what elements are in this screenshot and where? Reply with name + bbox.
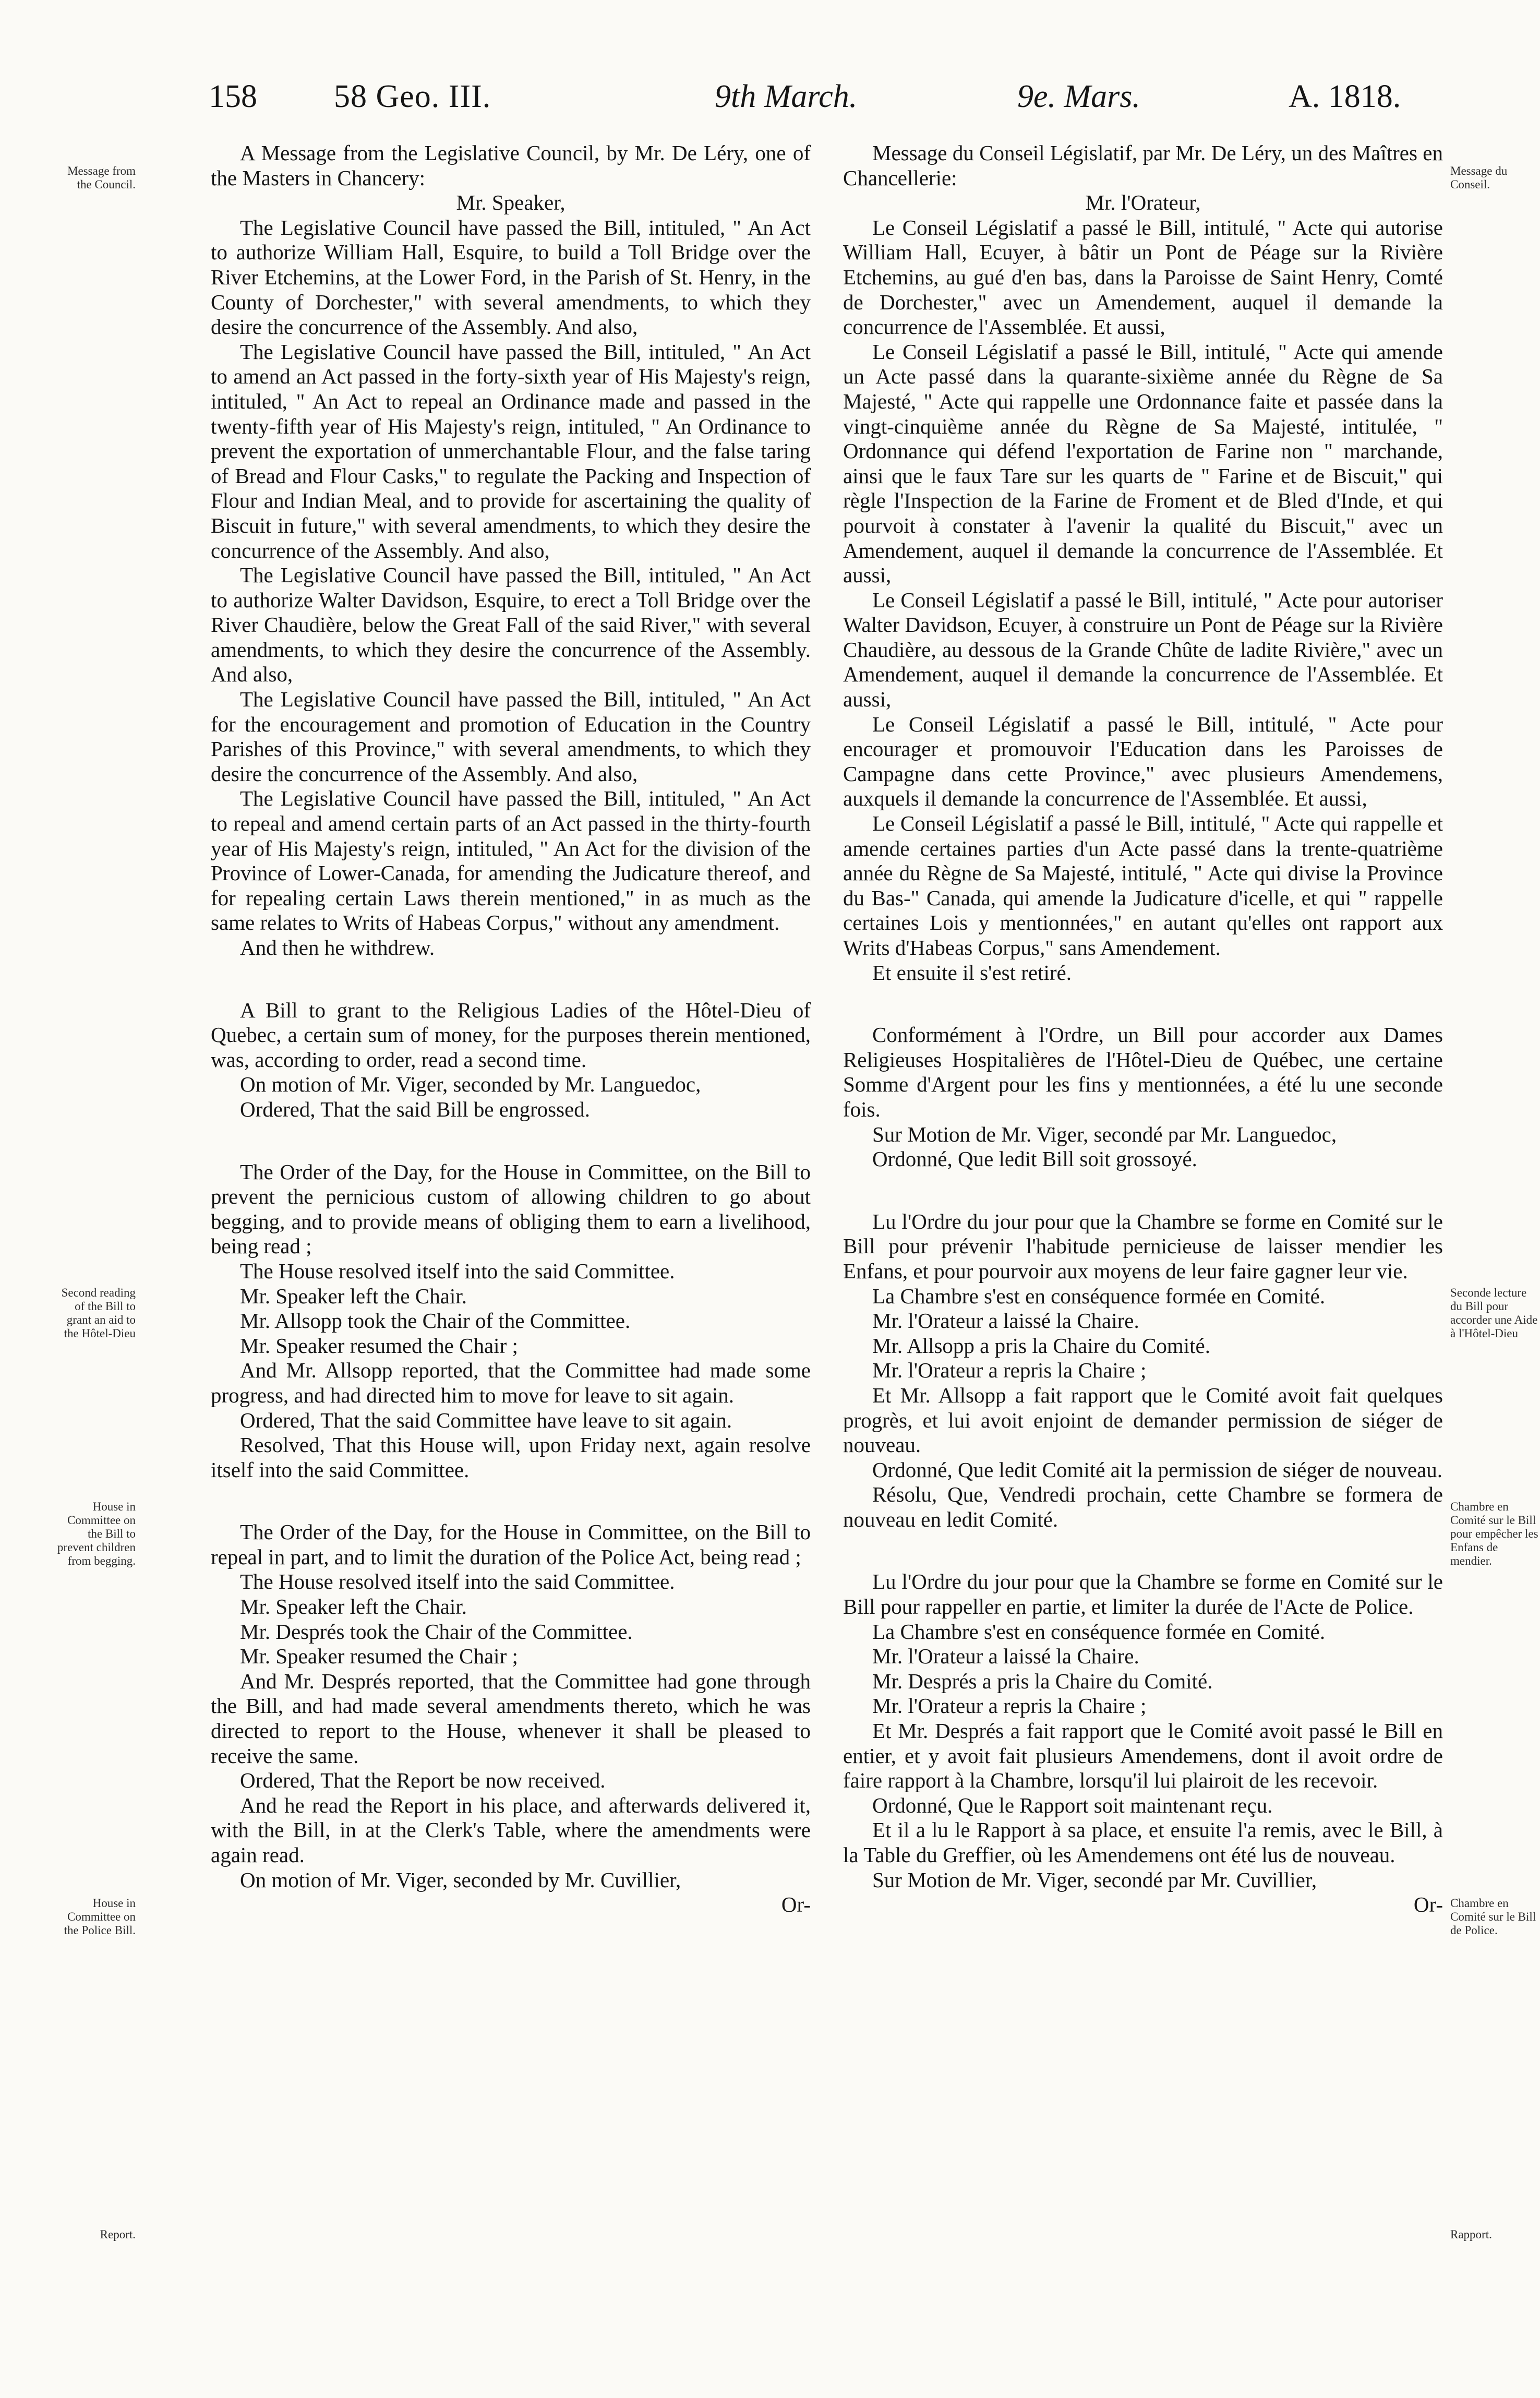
- salutation: Mr. l'Orateur,: [1085, 190, 1201, 215]
- margin-note-fr: Seconde lecture du Bill pour accorder une Aide à l'Hôtel-Dieu: [1450, 1286, 1538, 1340]
- regnal-year: 58 Geo. III.: [334, 79, 491, 114]
- margin-note-en: Second reading of the Bill to grant an aid to the Hôtel-Dieu: [61, 1286, 136, 1340]
- paragraph: Et Mr. Després a fait rapport que le Comité avoit passé le Bill en entier, et y avoit fait plusieurs Amendemens, dont il avoit ordre de faire rapport à la Chambre, lorsqu'il lui plairoit de les recevoir.: [843, 1719, 1443, 1793]
- paragraph: Le Conseil Législatif a passé le Bill, intitulé, " Acte pour autoriser Walter Davidson, Ecuyer, à construire un Pont de Péage sur la Rivière Chaudière, au dessous de la Grande Chûte de ladite Rivière," avec un Amendement, auquel il demande la concurrence de l'Assemblée. Et aussi,: [843, 587, 1443, 712]
- paragraph: The Legislative Council have passed the Bill, intituled, " An Act to authorize William Hall, Esquire, to build a Toll Bridge over the River Etchemins, at the Lower Ford, in the Parish of St. Henry, in the County of Dorchester," with several amendments, to which they desire the concurrence of the Assembly. And also,: [211, 215, 811, 339]
- paragraph: Et ensuite il s'est retiré.: [872, 960, 1072, 985]
- catchword: Or-: [1413, 1892, 1443, 1917]
- paragraph: On motion of Mr. Viger, seconded by Mr. Cuvillier,: [240, 1867, 681, 1892]
- page-number: 158: [209, 79, 257, 114]
- paragraph: Resolved, That this House will, upon Friday next, again resolve itself into the said Committee.: [211, 1433, 811, 1482]
- paragraph: Ordered, That the Report be now received.: [240, 1768, 606, 1793]
- paragraph: Ordonné, Que ledit Comité ait la permission de siéger de nouveau.: [872, 1457, 1443, 1482]
- salutation: Mr. Speaker,: [456, 190, 566, 215]
- paragraph: Mr. l'Orateur a laissé la Chaire.: [872, 1309, 1139, 1333]
- paragraph: Ordered, That the said Bill be engrossed.: [240, 1097, 591, 1121]
- date-english: 9th March.: [715, 79, 858, 114]
- french-column: [843, 141, 1443, 1917]
- paragraph: Le Conseil Législatif a passé le Bill, intitulé, " Acte pour encourager et promouvoir l'Education dans les Paroisses de Campagne dans cette Province," avec plusieurs Amendemens, auxquels il demande la concurrence de l'Assemblée. Et aussi,: [843, 712, 1443, 811]
- paragraph: Mr. Speaker resumed the Chair ;: [240, 1644, 518, 1669]
- paragraph: The Legislative Council have passed the Bill, intituled, " An Act to repeal and amend certain parts of an Act passed in the thirty-fourth year of His Majesty's reign, intituled, " An Act for the division of the Province of Lower-Canada, for amending the Judicature thereof, and for repealing certain Laws therein mentioned," in as much as the same relates to Writs of Habeas Corpus," without any amendment.: [211, 786, 811, 935]
- paragraph: Mr. l'Orateur a laissé la Chaire.: [872, 1644, 1139, 1669]
- catchword: Or-: [781, 1892, 811, 1917]
- paragraph: Ordonné, Que ledit Bill soit grossoyé.: [872, 1147, 1197, 1171]
- margin-note-fr: Message du Conseil.: [1450, 164, 1508, 191]
- paragraph: The Legislative Council have passed the Bill, intituled, " An Act for the encouragement and promotion of Education in the Country Parishes of this Province," with several amendments, to which they desire the concurrence of the Assembly. And also,: [211, 687, 811, 786]
- margin-note-fr: Chambre en Comité sur le Bill de Police.: [1450, 1897, 1536, 1937]
- paragraph: Mr. Speaker resumed the Chair ;: [240, 1333, 518, 1358]
- paragraph: Conformément à l'Ordre, un Bill pour accorder aux Dames Religieuses Hospitalières de l'Hôtel-Dieu de Québec, une certaine Somme d'Argent pour les fins y mentionnées, a été lu une seconde fois.: [843, 1023, 1443, 1121]
- paragraph: Lu l'Ordre du jour pour que la Chambre se forme en Comité sur le Bill pour prévenir l'habitude pernicieuse de laisser mendier les Enfans, et pour pourvoir aux moyens de leur faire gagner leur vie.: [843, 1209, 1443, 1283]
- paragraph: Ordered, That the said Committee have leave to sit again.: [240, 1408, 732, 1432]
- year: A. 1818.: [1289, 79, 1401, 114]
- margin-note-en: Message from the Council.: [67, 164, 136, 191]
- margin-note-fr: Rapport.: [1450, 2228, 1492, 2241]
- paragraph: Lu l'Ordre du jour pour que la Chambre se forme en Comité sur le Bill pour rappeller en partie, et limiter la durée de l'Acte de Police.: [843, 1569, 1443, 1619]
- page-header: [0, 78, 1540, 141]
- paragraph: Mr. Allsopp took the Chair of the Committee.: [240, 1309, 631, 1333]
- paragraph: Et il a lu le Rapport à sa place, et ensuite l'a remis, avec le Bill, à la Table du Greffier, où les Amendemens ont été lus de nouveau.: [843, 1818, 1443, 1867]
- paragraph: Et Mr. Allsopp a fait rapport que le Comité avoit fait quelques progrès, et lui avoit enjoint de demander permission de siéger de nouveau.: [843, 1383, 1443, 1457]
- paragraph: A Bill to grant to the Religious Ladies of the Hôtel-Dieu of Quebec, a certain sum of money, for the purposes therein mentioned, was, according to order, read a second time.: [211, 998, 811, 1072]
- paragraph: Ordonné, Que le Rapport soit maintenant reçu.: [872, 1793, 1273, 1817]
- paragraph: La Chambre s'est en conséquence formée en Comité.: [872, 1284, 1326, 1308]
- paragraph: And then he withdrew.: [240, 936, 435, 960]
- paragraph: And he read the Report in his place, and afterwards delivered it, with the Bill, in at the Clerk's Table, where the amendments were again read.: [211, 1793, 811, 1867]
- paragraph: Mr. Després took the Chair of the Committee.: [240, 1619, 633, 1644]
- paragraph: Mr. Speaker left the Chair.: [240, 1594, 467, 1619]
- english-column: [211, 141, 811, 1917]
- paragraph: And Mr. Allsopp reported, that the Committee had made some progress, and had directed him to move for leave to sit again.: [211, 1358, 811, 1407]
- paragraph: The House resolved itself into the said Committee.: [240, 1258, 675, 1283]
- paragraph: Mr. Allsopp a pris la Chaire du Comité.: [872, 1333, 1210, 1358]
- paragraph: Mr. Speaker left the Chair.: [240, 1284, 467, 1308]
- paragraph: Sur Motion de Mr. Viger, secondé par Mr. Languedoc,: [872, 1122, 1337, 1146]
- margin-note-en: House in Committee on the Bill to prevent children from begging.: [57, 1500, 136, 1567]
- paragraph: The Legislative Council have passed the Bill, intituled, " An Act to amend an Act passed in the forty-sixth year of His Majesty's reign, intituled, " An Act to repeal an Ordinance made and passed in the twenty-fifth year of His Majesty's reign, intituled, " An Ordinance to prevent the exportation of unmerchantable Flour, and the false taring of Bread and Flour Casks," to regulate the Packing and Inspection of Flour and Indian Meal, and to provide for ascertaining the quality of Biscuit in future," with several amendments, to which they desire the concurrence of the Assembly. And also,: [211, 339, 811, 562]
- margin-note-en: Report.: [100, 2228, 136, 2241]
- margin-note-fr: Chambre en Comité sur le Bill pour empêcher les Enfans de mendier.: [1450, 1500, 1538, 1567]
- paragraph: Mr. l'Orateur a repris la Chaire ;: [872, 1358, 1147, 1383]
- paragraph: The Order of the Day, for the House in Committee, on the Bill to repeal in part, and to limit the duration of the Police Act, being read ;: [211, 1520, 811, 1569]
- date-french: 9e. Mars.: [1017, 79, 1140, 114]
- paragraph: Le Conseil Législatif a passé le Bill, intitulé, " Acte qui rappelle et amende certaines parties d'un Acte passé dans la trente-quatrième année du Règne de Sa Majesté, intitulé, " Acte qui divise la Province du Bas-" Canada, qui amende la Judicature d'icelle, et qui " rappelle certaines Lois y mentionnées," en autant qu'elles ont rapport aux Writs d'Habeas Corpus," sans Amendement.: [843, 811, 1443, 960]
- margin-note-en: House in Committee on the Police Bill.: [64, 1897, 136, 1937]
- paragraph: The Legislative Council have passed the Bill, intituled, " An Act to authorize Walter Davidson, Esquire, to erect a Toll Bridge over the River Chaudière, below the Great Fall of the said River," with several amendments, to which they desire the concurrence of the Assembly. And also,: [211, 563, 811, 687]
- paragraph: And Mr. Després reported, that the Committee had gone through the Bill, and had made several amendments thereto, which he was directed to report to the House, whenever it shall be pleased to receive the same.: [211, 1669, 811, 1768]
- paragraph: Mr. Després a pris la Chaire du Comité.: [872, 1669, 1213, 1693]
- message-intro: A Message from the Legislative Council, by Mr. De Léry, one of the Masters in Chancery:: [211, 141, 811, 190]
- paragraph: Sur Motion de Mr. Viger, secondé par Mr. Cuvillier,: [872, 1867, 1317, 1892]
- paragraph: Résolu, Que, Vendredi prochain, cette Chambre se formera de nouveau en ledit Comité.: [843, 1482, 1443, 1531]
- paragraph: The Order of the Day, for the House in Committee, on the Bill to prevent the pernicious custom of allowing children to go about begging, and to provide means of obliging them to earn a livelihood, being read ;: [211, 1159, 811, 1258]
- paragraph: Mr. l'Orateur a repris la Chaire ;: [872, 1694, 1147, 1718]
- paragraph: On motion of Mr. Viger, seconded by Mr. Languedoc,: [240, 1072, 701, 1097]
- paragraph: Le Conseil Législatif a passé le Bill, intitulé, " Acte qui amende un Acte passé dans la quarante-sixième année du Règne de Sa Majesté, " Acte qui rappelle une Ordonnance faite et passée dans la vingt-cinquième année du Règne de Sa Majesté, intitulée, " Ordonnance qui défend l'exportation de Farine non " marchande, ainsi que le faux Tare sur les quarts de " Farine et de Biscuit," qui règle l'Inspection de la Farine de Froment et de Bled d'Inde, et qui pourvoit à constater à l'avenir la qualité du Biscuit," avec un Amendement, auquel il demande la concurrence de l'Assemblée. Et aussi,: [843, 339, 1443, 587]
- paragraph: Le Conseil Législatif a passé le Bill, intitulé, " Acte qui autorise William Hall, Ecuyer, à bâtir un Pont de Péage sur la Rivière Etchemins, au gué d'en bas, dans la Paroisse de Saint Henry, Comté de Dorchester," avec un Amendement, auquel il demande la concurrence de l'Assemblée. Et aussi,: [843, 215, 1443, 339]
- message-intro: Message du Conseil Législatif, par Mr. De Léry, un des Maîtres en Chancellerie:: [843, 141, 1443, 190]
- paragraph: The House resolved itself into the said Committee.: [240, 1569, 675, 1594]
- paragraph: La Chambre s'est en conséquence formée en Comité.: [872, 1619, 1326, 1644]
